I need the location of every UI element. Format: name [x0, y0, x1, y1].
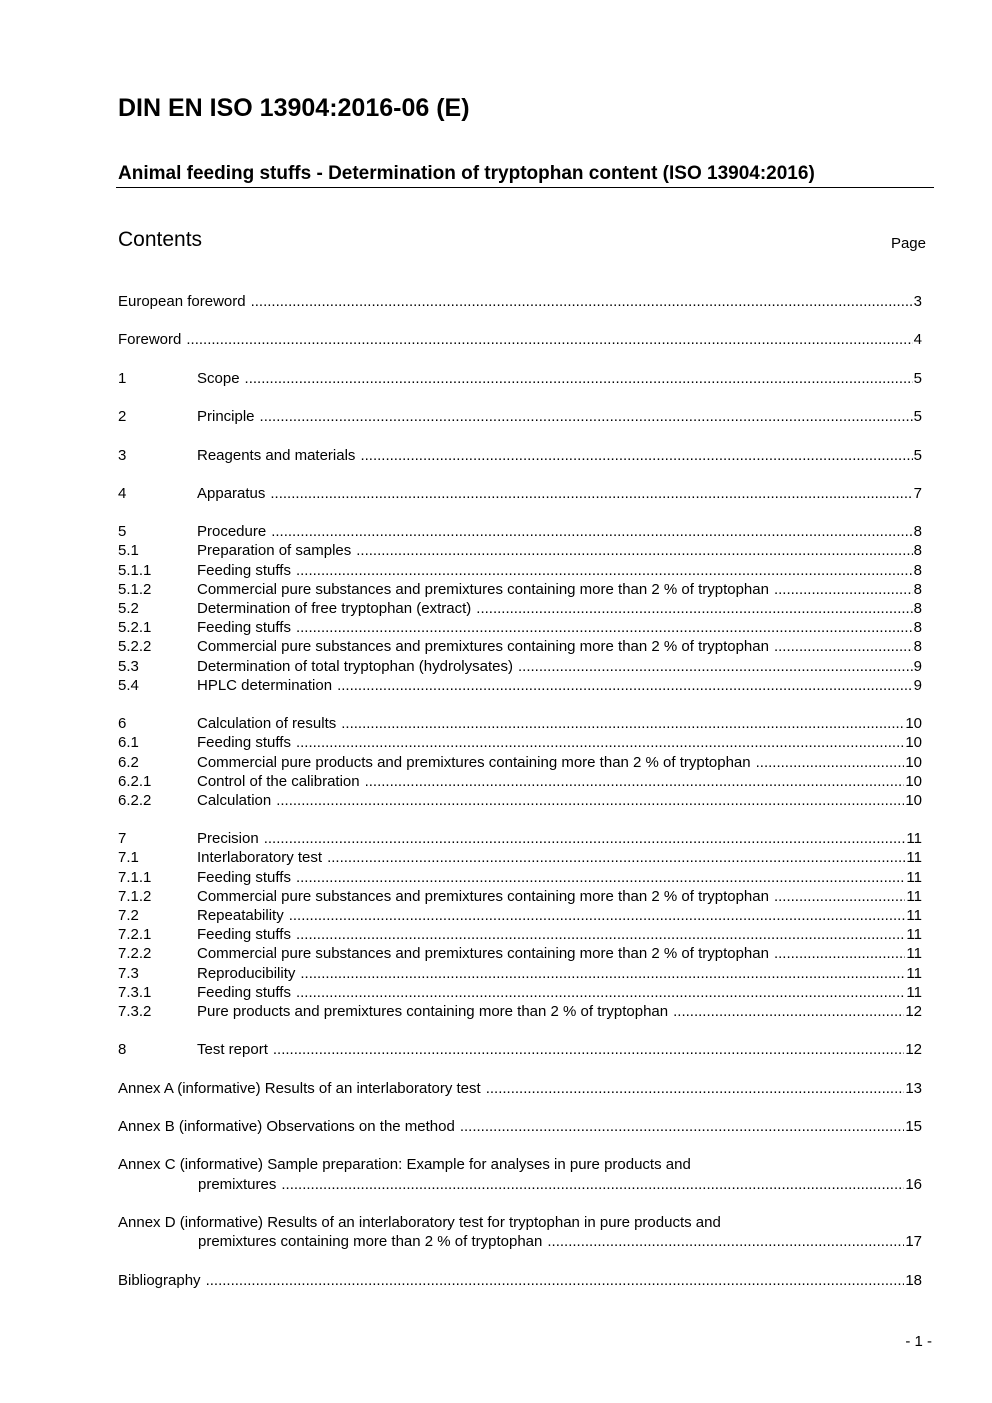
toc-entry-number: 8 — [118, 1041, 127, 1059]
toc-entry[interactable] — [118, 637, 922, 656]
contents-heading: Contents — [118, 228, 203, 251]
toc-entry-number: 7.2.1 — [118, 926, 152, 944]
toc-dot-leader — [476, 599, 912, 618]
toc-entry-page: 11 — [906, 964, 922, 982]
toc-entry-page: 10 — [905, 753, 922, 771]
toc-entry[interactable] — [118, 983, 922, 1002]
toc-entry-number: 7.3.1 — [118, 983, 152, 1001]
toc-entry-title: Feeding stuffs — [197, 619, 291, 637]
toc-entry-page: 10 — [905, 734, 922, 752]
toc-entry-page: 12 — [905, 1002, 922, 1020]
toc-entry-number: 6.2.1 — [118, 772, 152, 790]
toc-entry-page: 8 — [913, 580, 922, 598]
toc-entry-number: 7 — [118, 830, 127, 848]
toc-entry-page: 7 — [913, 484, 922, 502]
toc-dot-leader — [486, 1079, 905, 1098]
toc-entry-title: Feeding stuffs — [197, 983, 291, 1001]
title-divider — [116, 187, 934, 188]
toc-entry-title: Test report — [197, 1041, 268, 1059]
toc-entry-title: Foreword — [118, 331, 182, 349]
toc-annex-title: Annex D (informative) Results of an interlaboratory test for tryptophan in pure products and — [118, 1214, 721, 1231]
toc-dot-leader — [281, 1175, 904, 1194]
toc-entry-title: Reproducibility — [197, 964, 296, 982]
toc-entry-title: Repeatability — [197, 907, 284, 924]
toc-entry[interactable] — [118, 1117, 922, 1136]
toc-entry-number: 4 — [118, 484, 127, 502]
toc-dot-leader — [206, 1271, 905, 1290]
toc-entry-title: HPLC determination — [197, 676, 333, 694]
toc-dot-leader — [296, 618, 913, 637]
toc-entry-page: 9 — [913, 657, 922, 675]
toc-dot-leader — [296, 925, 905, 944]
toc-entry-page: 8 — [913, 523, 922, 541]
toc-entry-page: 15 — [905, 1118, 922, 1136]
toc-entry-number: 7.1 — [118, 849, 139, 867]
toc-entry-number: 5.2.1 — [118, 619, 152, 637]
toc-entry[interactable] — [118, 829, 922, 848]
toc-entry[interactable] — [118, 714, 922, 733]
toc-entry-number: 7.3 — [118, 964, 139, 982]
toc-entry-page: 3 — [913, 293, 922, 310]
toc-dot-leader — [365, 772, 905, 791]
toc-entry[interactable] — [118, 618, 922, 637]
toc-entry-number: 7.1.1 — [118, 868, 152, 886]
toc-dot-leader — [245, 369, 913, 388]
toc-entry-title: Precision — [197, 830, 259, 848]
toc-dot-leader — [289, 906, 906, 925]
toc-entry-title: Commercial pure products and premixtures containing more than 2 % of tryptophan — [197, 753, 751, 771]
toc-entry[interactable] — [118, 541, 922, 560]
toc-entry[interactable] — [118, 868, 922, 887]
toc-dot-leader — [186, 330, 912, 349]
toc-entry-number: 5.1.2 — [118, 580, 152, 598]
toc-annex-continuation — [118, 1232, 922, 1251]
toc-entry[interactable] — [118, 944, 922, 963]
toc-annex-continuation — [118, 1175, 922, 1194]
toc-entry-page: 8 — [913, 561, 922, 579]
toc-entry-number: 2 — [118, 408, 127, 426]
toc-entry[interactable] — [118, 848, 922, 867]
toc-entry-number: 5.2 — [118, 600, 139, 617]
toc-entry-title: Feeding stuffs — [197, 734, 291, 752]
toc-dot-leader — [296, 983, 905, 1002]
toc-entry-title: Feeding stuffs — [197, 868, 291, 886]
toc-bibliography[interactable] — [118, 1271, 922, 1290]
toc-entry[interactable] — [118, 599, 922, 618]
toc-entry[interactable] — [118, 657, 922, 676]
toc-entry-page: 8 — [913, 542, 922, 560]
toc-dot-leader — [264, 829, 906, 848]
toc-entry[interactable] — [118, 733, 922, 752]
toc-dot-leader — [300, 964, 905, 983]
toc-entry-title: Calculation of results — [197, 715, 337, 733]
toc-entry-page: 4 — [913, 331, 922, 349]
toc-dot-leader — [296, 868, 905, 887]
toc-entry[interactable] — [118, 676, 922, 695]
page-column-heading: Page — [890, 235, 926, 252]
toc-annex-title-continued: premixtures — [198, 1175, 277, 1193]
toc-entry-page: 16 — [905, 1175, 922, 1193]
toc-entry-title: Pure products and premixtures containing more than 2 % of tryptophan — [197, 1002, 669, 1020]
toc-dot-leader — [756, 753, 905, 772]
toc-entry[interactable] — [118, 964, 922, 983]
toc-entry-title: Determination of total tryptophan (hydrolysates) — [197, 657, 513, 675]
toc-entry[interactable] — [118, 906, 922, 925]
toc-entry-number: 6 — [118, 715, 127, 733]
toc-entry-title: Principle — [197, 408, 255, 426]
toc-dot-leader — [341, 714, 904, 733]
toc-entry-page: 18 — [905, 1271, 922, 1289]
toc-dot-leader — [360, 446, 912, 465]
toc-entry[interactable] — [118, 753, 922, 772]
toc-entry-number: 6.2.2 — [118, 791, 152, 809]
toc-entry-title: Apparatus — [197, 484, 266, 502]
toc-entry-title: Interlaboratory test — [197, 849, 323, 867]
toc-entry-page: 11 — [906, 926, 922, 944]
toc-dot-leader — [270, 484, 912, 503]
toc-entry-title: Commercial pure substances and premixtures containing more than 2 % of tryptophan — [197, 945, 769, 963]
toc-entry-page: 11 — [906, 983, 922, 1001]
toc-entry-title: Scope — [197, 369, 240, 387]
toc-entry-number: 5.2.2 — [118, 638, 152, 656]
toc-entry[interactable] — [118, 1079, 922, 1098]
toc-entry-page: 8 — [913, 638, 922, 656]
toc-entry-page: 13 — [905, 1079, 922, 1097]
toc-dot-leader — [356, 541, 912, 560]
toc-dot-leader — [547, 1232, 904, 1251]
toc-entry-page: 11 — [906, 849, 922, 867]
toc-entry-page: 5 — [913, 446, 922, 464]
toc-entry-title: Annex B (informative) Observations on the method — [118, 1118, 455, 1136]
toc-dot-leader — [774, 580, 913, 599]
toc-dot-leader — [296, 733, 904, 752]
toc-entry-page: 8 — [913, 600, 922, 617]
toc-entry[interactable] — [118, 580, 922, 599]
toc-entry-number: 6.1 — [118, 734, 139, 752]
toc-entry-title: Determination of free tryptophan (extract) — [197, 600, 472, 617]
toc-dot-leader — [774, 887, 905, 906]
toc-entry-page: 5 — [913, 369, 922, 387]
toc-entry[interactable] — [118, 1002, 922, 1021]
toc-entry-page: 9 — [913, 676, 922, 694]
document-subtitle: Animal feeding stuffs - Determination of tryptophan content (ISO 13904:2016) — [118, 163, 815, 184]
toc-entry-page: 10 — [905, 772, 922, 790]
toc-entry-page: 5 — [913, 408, 922, 426]
toc-entry-number: 7.3.2 — [118, 1002, 152, 1020]
toc-entry-title: Commercial pure substances and premixtures containing more than 2 % of tryptophan — [197, 580, 769, 598]
toc-dot-leader — [673, 1002, 904, 1021]
toc-entry-number: 7.1.2 — [118, 887, 152, 905]
toc-entry-number: 5.1 — [118, 542, 139, 560]
document-title: DIN EN ISO 13904:2016-06 (E) — [118, 94, 470, 122]
toc-entry-page: 10 — [905, 715, 922, 733]
toc-entry-page: 11 — [906, 945, 922, 963]
toc-entry-title: Procedure — [197, 523, 267, 541]
toc-annex-entry[interactable] — [118, 1213, 922, 1251]
toc-entry[interactable] — [118, 407, 922, 426]
toc-entry-title: Commercial pure substances and premixtures containing more than 2 % of tryptophan — [197, 638, 769, 656]
toc-entry[interactable] — [118, 887, 922, 906]
toc-entry[interactable] — [118, 446, 922, 465]
toc-entry-title: Feeding stuffs — [197, 926, 291, 944]
toc-entry-page: 11 — [906, 830, 922, 848]
toc-annex-title: Annex C (informative) Sample preparation: Example for analyses in pure products and — [118, 1156, 691, 1174]
toc-entry-title: Annex A (informative) Results of an interlaboratory test — [118, 1079, 481, 1097]
toc-dot-leader — [327, 848, 905, 867]
toc-dot-leader — [518, 657, 913, 676]
toc-entry-title: European foreword — [118, 293, 246, 310]
toc-entry-number: 5.1.1 — [118, 561, 152, 579]
toc-entry-number: 6.2 — [118, 753, 139, 771]
toc-entry-number: 7.2.2 — [118, 945, 152, 963]
toc-dot-leader — [460, 1117, 904, 1136]
toc-entry[interactable] — [118, 330, 922, 349]
toc-entry[interactable] — [118, 522, 922, 541]
toc-entry-page: 8 — [913, 619, 922, 637]
toc-entry-page: 10 — [905, 791, 922, 809]
toc-entry[interactable] — [118, 484, 922, 503]
toc-dot-leader — [337, 676, 913, 695]
toc-entry[interactable] — [118, 772, 922, 791]
table-of-contents — [118, 292, 922, 1290]
toc-entry[interactable] — [118, 925, 922, 944]
toc-entry[interactable] — [118, 1040, 922, 1059]
toc-entry-page: 11 — [906, 887, 922, 905]
toc-dot-leader — [271, 522, 912, 541]
toc-entry[interactable] — [118, 561, 922, 580]
toc-entry-number: 5.3 — [118, 657, 139, 675]
toc-entry-page: 11 — [906, 907, 922, 924]
toc-entry-page: 11 — [906, 868, 922, 886]
toc-dot-leader — [774, 944, 905, 963]
toc-entry-number: 1 — [118, 369, 127, 387]
page-number: - 1 - — [905, 1333, 932, 1350]
toc-entry-number: 3 — [118, 446, 127, 464]
toc-entry-page: 17 — [905, 1233, 922, 1251]
toc-annex-entry[interactable] — [118, 1155, 922, 1193]
toc-entry-title: Commercial pure substances and premixtures containing more than 2 % of tryptophan — [197, 887, 769, 905]
toc-dot-leader — [260, 407, 913, 426]
toc-entry-title: Preparation of samples — [197, 542, 352, 560]
toc-entry[interactable] — [118, 791, 922, 810]
toc-entry-title: Bibliography — [118, 1271, 201, 1289]
toc-entry-title: Calculation — [197, 791, 272, 809]
toc-entry-number: 5.4 — [118, 676, 139, 694]
toc-dot-leader — [276, 791, 904, 810]
toc-entry[interactable] — [118, 369, 922, 388]
toc-annex-title-continued: premixtures containing more than 2 % of tryptophan — [198, 1233, 543, 1251]
toc-dot-leader — [774, 637, 913, 656]
toc-entry-title: Reagents and materials — [197, 446, 356, 464]
toc-entry[interactable] — [118, 292, 922, 311]
toc-entry-page: 12 — [905, 1041, 922, 1059]
toc-entry-title: Feeding stuffs — [197, 561, 291, 579]
toc-entry-number: 7.2 — [118, 907, 139, 924]
toc-entry-number: 5 — [118, 523, 127, 541]
toc-dot-leader — [296, 561, 913, 580]
toc-entry-title: Control of the calibration — [197, 772, 360, 790]
toc-dot-leader — [273, 1040, 904, 1059]
toc-dot-leader — [251, 292, 913, 311]
